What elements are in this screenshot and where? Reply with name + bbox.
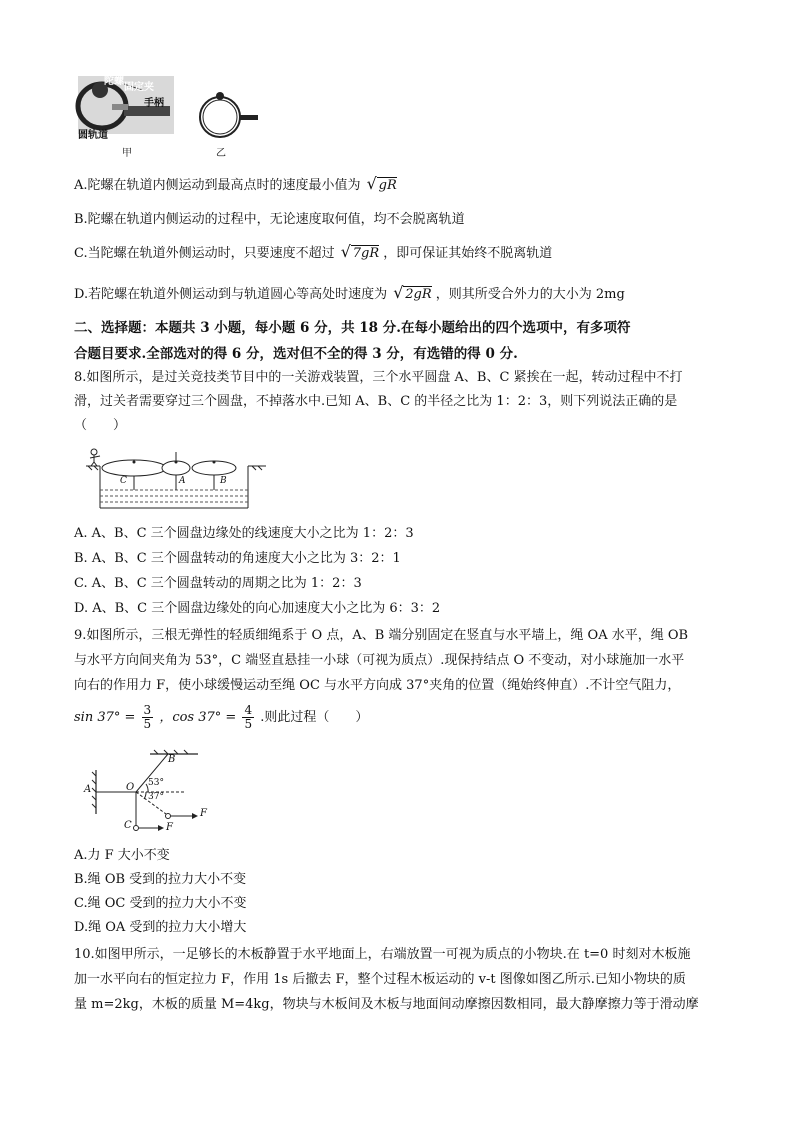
top-figure [72,70,272,158]
q8-option-b[interactable]: B. A、B、C 三个圆盘转动的角速度大小之比为 3：2：1 [74,551,401,566]
force-label-f1: F [200,808,207,819]
disc-label-c: C [120,476,127,486]
point-label-a: A [84,784,92,795]
q9-option-b[interactable]: B.绳 OB 受到的拉力大小不变 [74,872,247,887]
label-gyro: 陀螺 [104,76,124,87]
q10-stem-line3: 量 m=2kg，木板的质量 M=4kg，物块与木板间及木板与地面间动摩擦因数相同，最大静摩擦力等于滑动摩 [74,997,699,1012]
q10-stem-line1: 10.如图甲所示，一足够长的木板静置于水平地面上，右端放置一可视为质点的小物块.在 t=0 时刻对木板施 [74,947,691,962]
q10-stem-line2: 加一水平向右的恒定拉力 F，作用 1s 后撤去 F，整个过程木板运动的 v-t 图像如图乙所示.已知小物块的质 [74,972,686,987]
section2-heading-line1: 二、选择题：本题共 3 小题，每小题 6 分，共 18 分.在每小题给出的四个选项中，有多项符 [74,320,631,336]
q9-option-c[interactable]: C.绳 OC 受到的拉力大小不变 [74,896,247,911]
label-yi: 乙 [216,148,226,159]
sqrt-expression: √ gR [366,174,397,193]
q7-option-d[interactable]: D.若陀螺在轨道外侧运动到与轨道圆心等高处时速度为 √ 2gR ，则其所受合外力的大小为 2mg [74,285,625,305]
point-label-b: B [168,754,176,765]
rotating-discs-diagram [86,446,266,514]
label-handle: 手柄 [144,98,164,109]
disc-label-a: A [179,476,186,486]
point-label-o: O [126,782,135,793]
q9-option-a[interactable]: A.力 F 大小不变 [74,848,170,863]
angle-label-37: 37° [148,792,164,802]
sqrt-expression: √ 2gR [393,283,432,302]
label-jia: 甲 [122,148,132,159]
q8-option-a[interactable]: A. A、B、C 三个圆盘边缘处的线速度大小之比为 1：2：3 [74,526,414,541]
sqrt-expression: √ 7gR [340,242,380,261]
q8-stem-line2: 滑，过关者需要穿过三个圆盘，不掉落水中.已知 A、B、C 的半径之比为 1：2：3，则下列说法正确的是 [74,394,678,409]
fraction-sin: $\frac{3}{5}$ [143,703,152,731]
q9-option-d[interactable]: D.绳 OA 受到的拉力大小增大 [74,920,247,935]
label-track: 圆轨道 [78,130,108,141]
q8-stem-line3: （ ） [74,418,127,433]
angle-label-53: 53° [148,778,164,788]
q7-option-b[interactable]: B.陀螺在轨道内侧运动的过程中，无论速度取何值，均不会脱离轨道 [74,212,465,227]
force-label-f2: F [166,822,173,833]
label-fixed-clip: 固定夹 [124,82,154,93]
disc-label-b: B [220,476,227,486]
q8-figure [86,446,266,514]
fraction-cos: $\frac{4}{5}$ [244,703,253,731]
point-label-c: C [124,820,132,831]
q8-stem-line1: 8.如图所示，是过关竞技类节目中的一关游戏装置，三个水平圆盘 A、B、C 紧挨在一起，转动过程中不打 [74,370,683,385]
q9-stem-line1: 9.如图所示，三根无弹性的轻质细绳系于 O 点，A、B 端分别固定在竖直与水平墙上，绳 OA 水平，绳 OB [74,628,689,643]
q7-option-c[interactable]: C.当陀螺在轨道外侧运动时，只要速度不超过 √ 7gR ，即可保证其始终不脱离轨道 [74,244,552,264]
section2-heading-line2: 合题目要求.全部选对的得 6 分，选对但不全的得 3 分，有选错的得 0 分. [74,346,518,362]
q9-stem-line2: 与水平方向间夹角为 53°，C 端竖直悬挂一小球（可视为质点）.现保持结点 O 不变动，对小球施加一水平 [74,653,685,668]
q9-stem-line3: 向右的作用力 F，使小球缓慢运动至绳 OC 与水平方向成 37°夹角的位置（绳始终伸直）.不计空气阻力， [74,678,681,693]
q9-figure [84,748,224,838]
q9-stem-line4: sin 37° = $\frac{3}{5}$ ，cos 37° = $\frac{4}{5}$ .则此过程（ ） [74,703,369,731]
q8-option-c[interactable]: C. A、B、C 三个圆盘转动的周期之比为 1：2：3 [74,576,362,591]
gyro-track-illustration [72,70,272,158]
q7-option-a[interactable]: A.陀螺在轨道内侧运动到最高点时的速度最小值为 √ gR [74,176,397,196]
q8-option-d[interactable]: D. A、B、C 三个圆盘边缘处的向心加速度大小之比为 6：3：2 [74,601,441,616]
